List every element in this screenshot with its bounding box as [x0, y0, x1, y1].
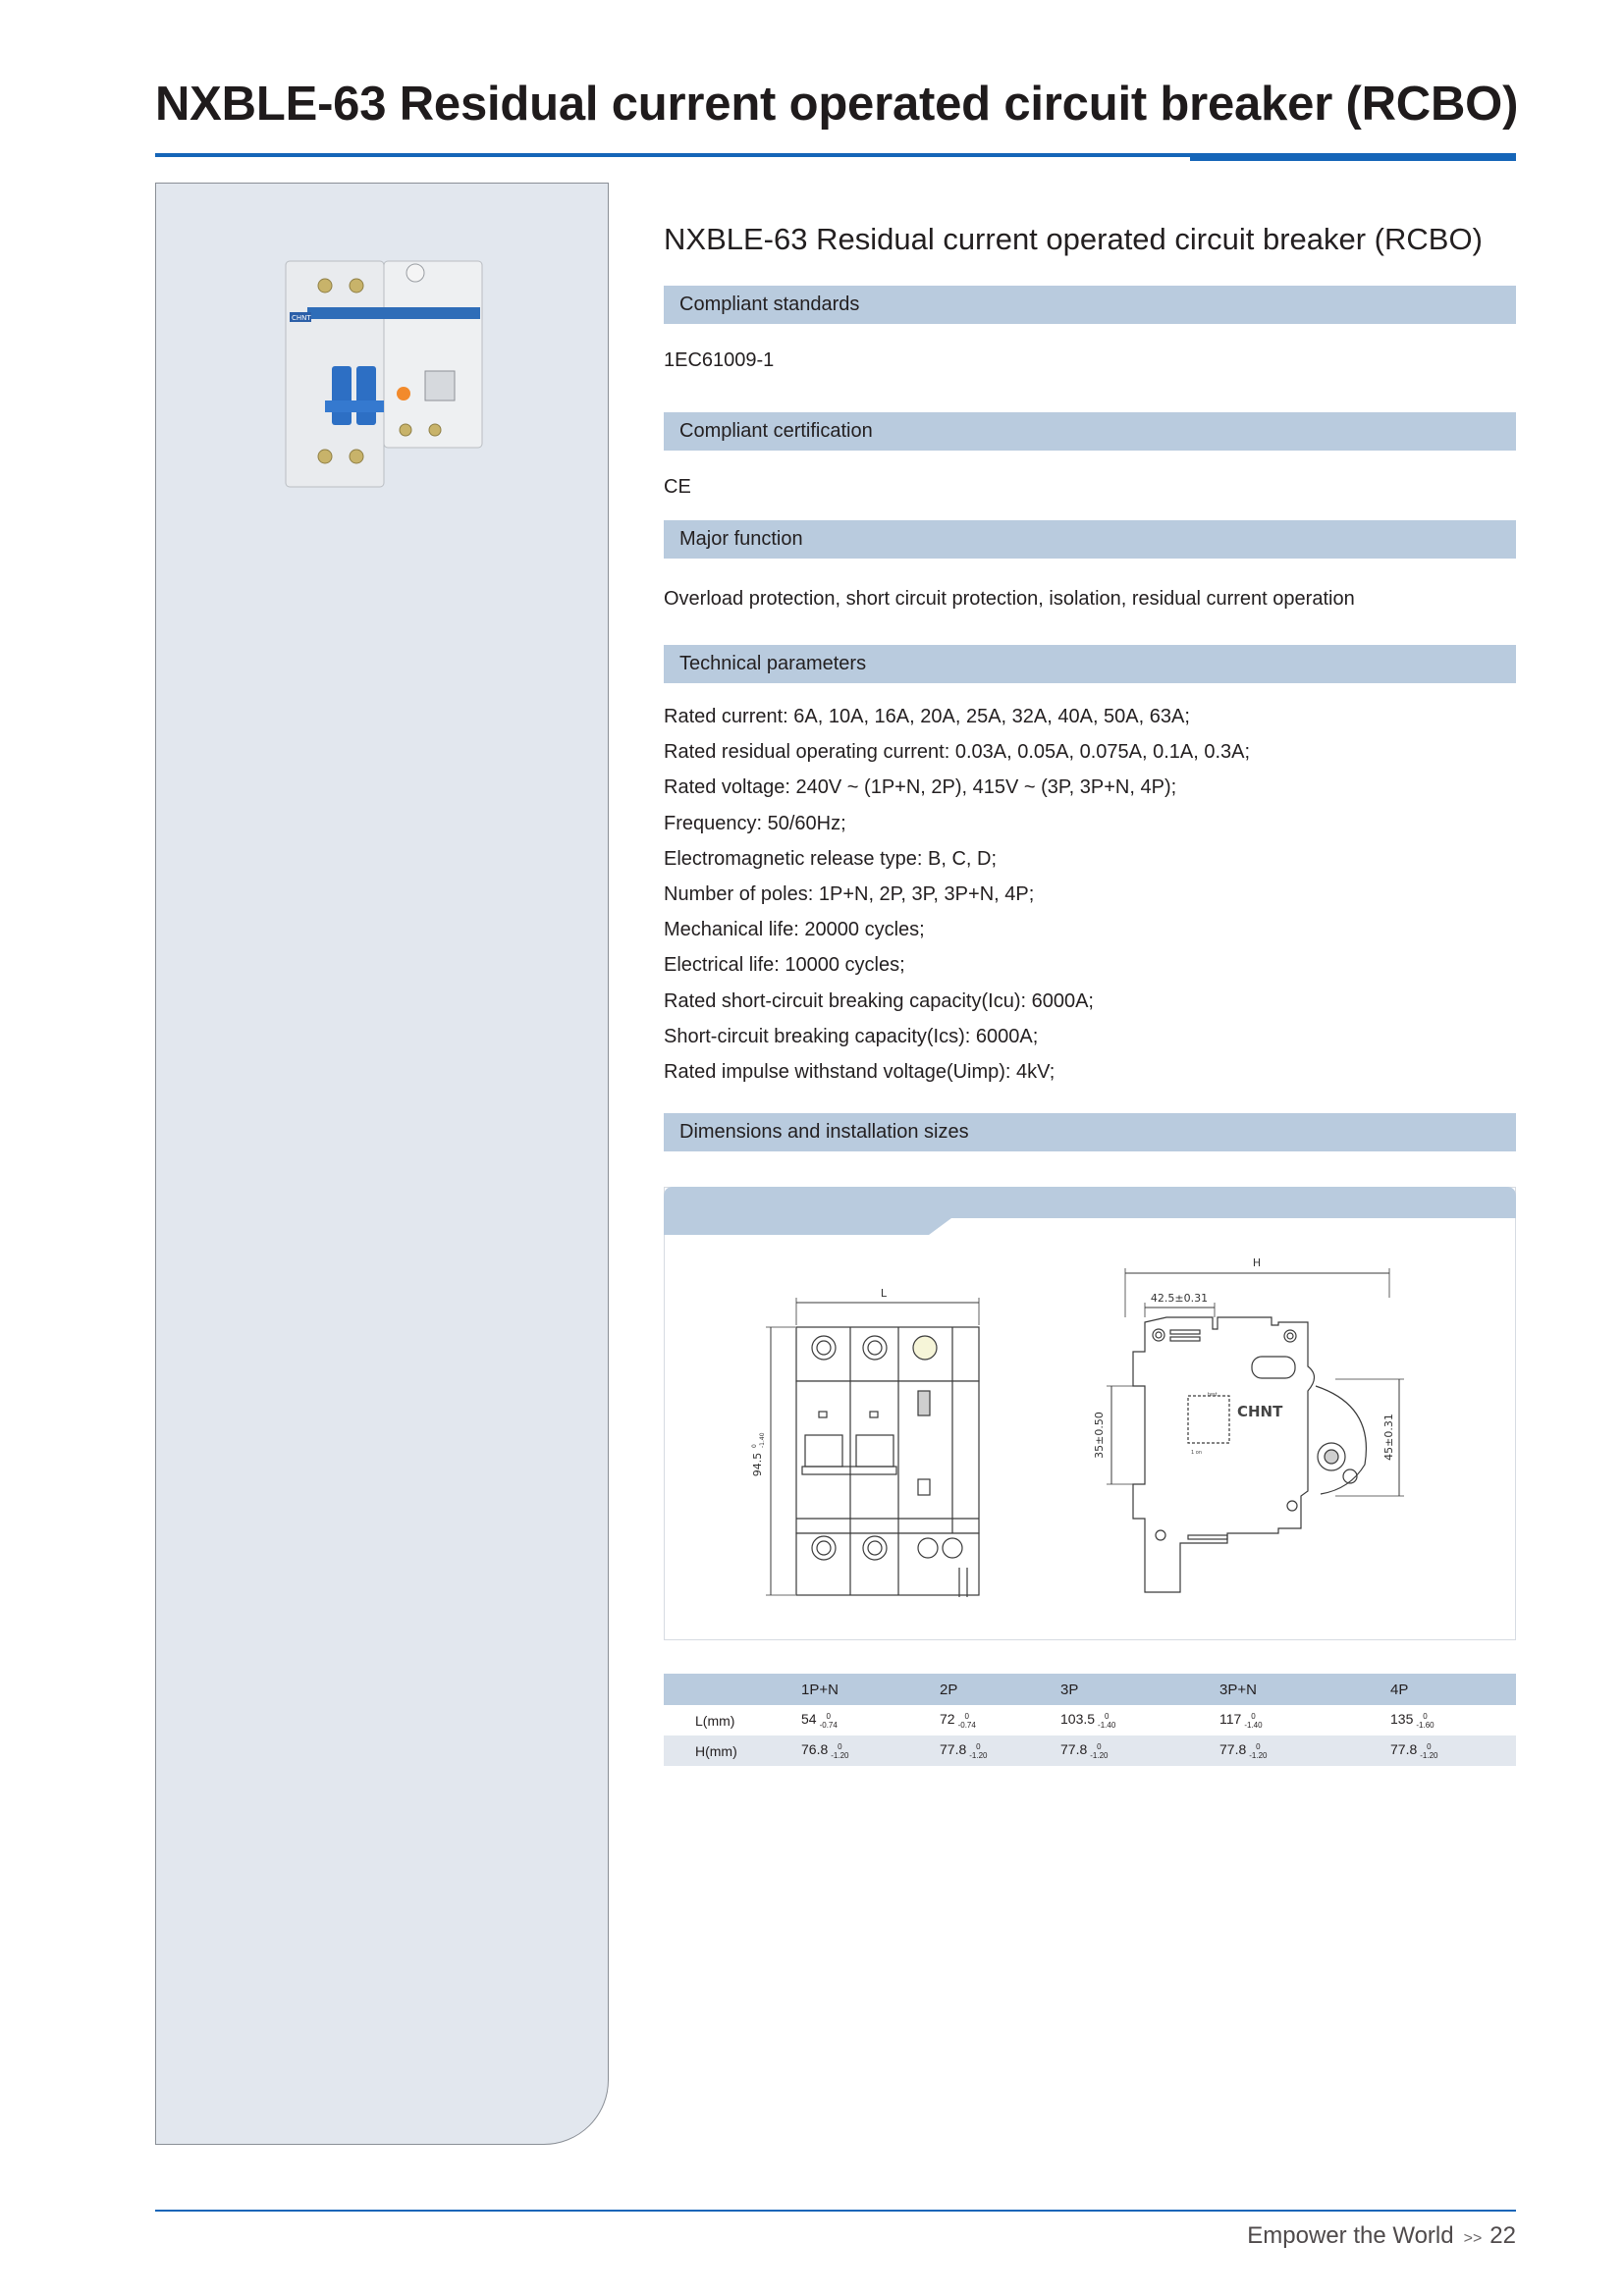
footer-separator: >>: [1463, 2230, 1483, 2247]
table-cell: [1060, 1735, 1219, 1766]
side-rail-label: 35±0.50: [1093, 1412, 1106, 1459]
page-number: 22: [1489, 2222, 1516, 2249]
cell-value: 77.8: [1390, 1741, 1418, 1758]
cell-value: 76.8: [801, 1741, 829, 1758]
technical-heading: Technical parameters: [679, 653, 867, 674]
footer-rule: [155, 2210, 1516, 2212]
tol-lower: -1.40: [1098, 1720, 1116, 1730]
certification-heading-bar: [664, 412, 1516, 451]
tol-upper: 0: [976, 1741, 981, 1751]
table-cell: [1390, 1705, 1516, 1735]
front-height-tol-lower: -1.40: [759, 1432, 766, 1448]
param-line: Rated voltage: 240V ~ (1P+N, 2P), 415V ~ (3P, 3P+N, 4P);: [664, 776, 1177, 799]
tol-lower: -1.20: [969, 1750, 988, 1760]
table-cell: [940, 1735, 1060, 1766]
table-cell: [801, 1735, 940, 1766]
table-cell: [1219, 1705, 1390, 1735]
technical-heading-bar: [664, 645, 1516, 683]
cell-value: 54: [801, 1711, 817, 1728]
tol-lower: -1.20: [1090, 1750, 1109, 1760]
dimensions-table: [664, 1674, 1516, 1766]
tol-upper: 0: [838, 1741, 842, 1751]
param-line: Short-circuit breaking capacity(Ics): 6000A;: [664, 1025, 1039, 1047]
footer-tagline: Empower the World: [1247, 2222, 1454, 2249]
product-title: NXBLE-63 Residual current operated circuit breaker (RCBO): [664, 222, 1483, 256]
param-line: Rated current: 6A, 10A, 16A, 20A, 25A, 32A, 40A, 50A, 63A;: [664, 706, 1190, 727]
table-header-cell: 1P+N: [801, 1674, 940, 1705]
tol-upper: 0: [1097, 1741, 1102, 1751]
product-photo: [278, 253, 489, 489]
footer: [1247, 2222, 1516, 2250]
drawing-tab: [664, 1187, 1516, 1235]
title-rule-accent: [1190, 157, 1516, 161]
function-heading: Major function: [679, 528, 803, 550]
tol-lower: -0.74: [819, 1720, 838, 1730]
table-header-row: [664, 1674, 1516, 1705]
tol-lower: -1.60: [1416, 1720, 1435, 1730]
tol-upper: 0: [1423, 1711, 1428, 1721]
table-row: [664, 1705, 1516, 1735]
technical-drawings: [707, 1239, 1492, 1631]
param-line: Rated residual operating current: 0.03A, 0.05A, 0.075A, 0.1A, 0.3A;: [664, 741, 1251, 764]
table-cell: [801, 1705, 940, 1735]
dimensions-heading: Dimensions and installation sizes: [679, 1121, 969, 1143]
technical-parameters: [664, 699, 1250, 1090]
tol-upper: 0: [1256, 1741, 1261, 1751]
tol-upper: 0: [1104, 1711, 1110, 1721]
dimensions-heading-bar: [664, 1113, 1516, 1151]
side-small-top: test: [1208, 1392, 1218, 1398]
tol-lower: -1.20: [1420, 1750, 1438, 1760]
tol-upper: 0: [1251, 1711, 1256, 1721]
product-photo-brand: CHNT: [292, 314, 311, 322]
param-line: Number of poles: 1P+N, 2P, 3P, 3P+N, 4P;: [664, 883, 1035, 906]
function-heading-bar: [664, 520, 1516, 559]
table-header-cell: 3P: [1060, 1674, 1219, 1705]
tol-upper: 0: [1427, 1741, 1432, 1751]
param-line: Rated short-circuit breaking capacity(Icu): 6000A;: [664, 989, 1094, 1012]
cell-value: 135: [1390, 1711, 1414, 1728]
tol-lower: -1.20: [831, 1750, 849, 1760]
side-view: [1107, 1268, 1404, 1592]
cell-value: 77.8: [1060, 1741, 1088, 1758]
cell-value: 72: [940, 1711, 955, 1728]
certification-text: CE: [664, 476, 691, 498]
param-line: Frequency: 50/60Hz;: [664, 812, 846, 834]
standards-text: 1EC61009-1: [664, 349, 775, 371]
side-top-label: 42.5±0.31: [1150, 1292, 1209, 1305]
tol-upper: 0: [826, 1711, 831, 1721]
standards-heading: Compliant standards: [679, 294, 860, 315]
cell-value: 103.5: [1060, 1711, 1096, 1728]
cell-value: 77.8: [940, 1741, 967, 1758]
table-header-cell: 2P: [940, 1674, 1060, 1705]
table-cell: [1219, 1735, 1390, 1766]
page-title: NXBLE-63 Residual current operated circuit breaker (RCBO): [155, 78, 1519, 131]
param-line: Rated impulse withstand voltage(Uimp): 4kV;: [664, 1061, 1056, 1084]
cell-value: 77.8: [1219, 1741, 1247, 1758]
param-line: Electromagnetic release type: B, C, D;: [664, 847, 998, 870]
standards-heading-bar: [664, 286, 1516, 324]
certification-heading: Compliant certification: [679, 420, 873, 442]
param-line: Electrical life: 10000 cycles;: [664, 954, 905, 977]
param-line: Mechanical life: 20000 cycles;: [664, 919, 925, 941]
tol-lower: -1.40: [1244, 1720, 1263, 1730]
table-cell: [940, 1705, 1060, 1735]
front-height-label: 94.5: [751, 1452, 764, 1477]
tol-upper: 0: [964, 1711, 969, 1721]
table-header-cell: [664, 1674, 801, 1705]
row-label: L(mm): [695, 1712, 735, 1729]
row-label: H(mm): [664, 1735, 801, 1766]
front-height-tol-upper: 0: [751, 1444, 758, 1448]
front-view: [766, 1298, 979, 1597]
tol-lower: -0.74: [957, 1720, 976, 1730]
cell-value: 117: [1219, 1711, 1242, 1728]
table-header-cell: 3P+N: [1219, 1674, 1390, 1705]
side-right-label: 45±0.31: [1382, 1414, 1395, 1461]
front-width-label: L: [880, 1287, 888, 1300]
table-row: [664, 1735, 1516, 1766]
side-total-label: H: [1252, 1256, 1262, 1269]
function-text: Overload protection, short circuit protection, isolation, residual current operation: [664, 588, 1355, 610]
table-cell: [1390, 1735, 1516, 1766]
side-brand-label: CHNT: [1237, 1403, 1283, 1420]
table-cell: [1060, 1705, 1219, 1735]
side-small-bottom: 1 on: [1191, 1450, 1202, 1456]
tol-lower: -1.20: [1249, 1750, 1268, 1760]
table-header-cell: 4P: [1390, 1674, 1516, 1705]
